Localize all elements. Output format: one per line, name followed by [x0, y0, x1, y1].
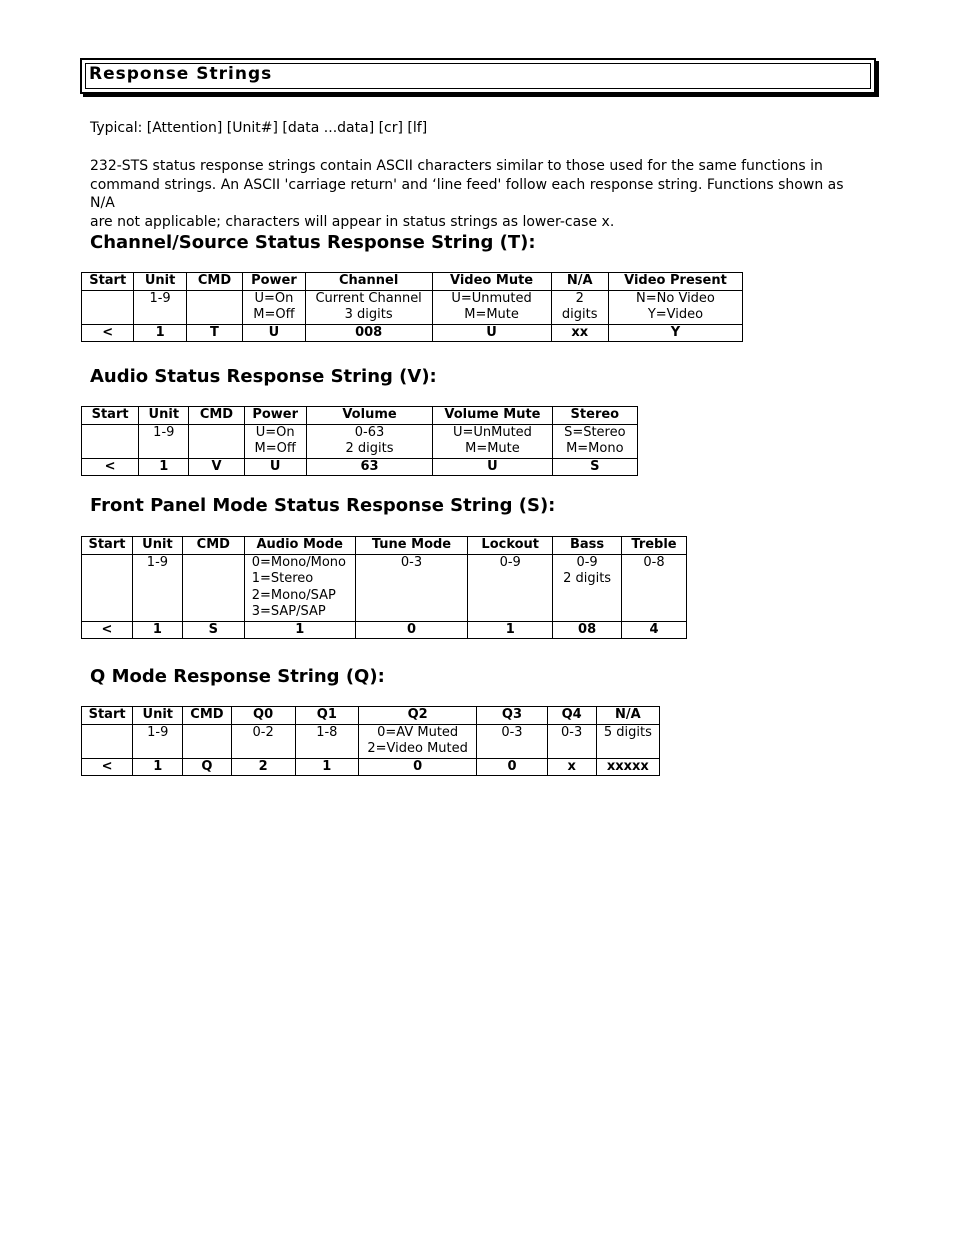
column-header: Power: [244, 407, 306, 425]
column-header: CMD: [183, 707, 231, 725]
column-header: Volume Mute: [433, 407, 552, 425]
column-header: Q3: [477, 707, 547, 725]
table-cell: 0-8: [622, 554, 687, 621]
column-header: Start: [82, 537, 133, 555]
example-cell: 4: [622, 621, 687, 639]
response-table-q: [81, 706, 660, 776]
example-cell: U: [433, 458, 552, 476]
column-header: Bass: [553, 537, 622, 555]
table-cell: U=UnMuted M=Mute: [433, 424, 552, 458]
example-cell: x: [547, 758, 596, 776]
table-cell: 1-9: [139, 424, 189, 458]
example-cell: 008: [305, 324, 432, 342]
table-header-row: [82, 707, 660, 725]
table-example-row: [82, 324, 743, 342]
intro-line: are not applicable; characters will appear in status strings as lower-case x.: [90, 213, 615, 230]
column-header: Unit: [134, 273, 186, 291]
example-cell: 08: [553, 621, 622, 639]
table-cell: U=Unmuted M=Mute: [432, 290, 551, 324]
example-cell: 1: [139, 458, 189, 476]
section-heading-s: Front Panel Mode Status Response String (S):: [90, 495, 556, 516]
column-header: Unit: [132, 537, 182, 555]
table-cell: 0=Mono/Mono 1=Stereo 2=Mono/SAP 3=SAP/SAP: [244, 554, 355, 621]
table-cell: [82, 554, 133, 621]
column-header: Start: [82, 407, 139, 425]
example-cell: 63: [306, 458, 432, 476]
intro-paragraph: [90, 157, 870, 231]
table-cell: 1-9: [133, 724, 183, 758]
column-header: Treble: [622, 537, 687, 555]
example-cell: U: [244, 458, 306, 476]
column-header: Video Mute: [432, 273, 551, 291]
table-cell: 0-63 2 digits: [306, 424, 432, 458]
table-cell: [82, 290, 134, 324]
column-header: Start: [82, 273, 134, 291]
column-header: Unit: [139, 407, 189, 425]
example-cell: 0: [477, 758, 547, 776]
column-header: Q1: [295, 707, 358, 725]
table-header-row: [82, 273, 743, 291]
example-cell: <: [82, 758, 133, 776]
section-heading-t: Channel/Source Status Response String (T):: [90, 232, 536, 253]
example-cell: 2: [231, 758, 295, 776]
table-description-row: [82, 290, 743, 324]
response-table-s: [81, 536, 687, 639]
example-cell: V: [189, 458, 244, 476]
section-heading-q: Q Mode Response String (Q):: [90, 666, 385, 687]
table-cell: [82, 424, 139, 458]
table-cell: N=No Video Y=Video: [608, 290, 742, 324]
table-cell: U=On M=Off: [244, 424, 306, 458]
intro-line: 232-STS status response strings contain ASCII characters similar to those used for the same functions in: [90, 158, 823, 174]
column-header: Power: [243, 273, 305, 291]
table-cell: 1-9: [132, 554, 182, 621]
table-cell: 1-9: [134, 290, 186, 324]
column-header: Stereo: [552, 407, 637, 425]
table-cell: 0-9: [468, 554, 553, 621]
column-header: Tune Mode: [355, 537, 468, 555]
column-header: Video Present: [608, 273, 742, 291]
example-cell: <: [82, 458, 139, 476]
table-cell: 0-3: [547, 724, 596, 758]
example-cell: 0: [358, 758, 476, 776]
example-cell: Y: [608, 324, 742, 342]
example-cell: 1: [133, 758, 183, 776]
column-header: Q2: [358, 707, 476, 725]
example-cell: Q: [183, 758, 231, 776]
section-banner: [80, 58, 876, 94]
column-header: Lockout: [468, 537, 553, 555]
table-cell: [186, 290, 242, 324]
example-cell: 1: [244, 621, 355, 639]
banner-title: Response Strings: [89, 64, 273, 84]
table-example-row: [82, 758, 660, 776]
table-example-row: [82, 621, 687, 639]
example-cell: xxxxx: [596, 758, 659, 776]
column-header: N/A: [596, 707, 659, 725]
table-description-row: [82, 724, 660, 758]
response-table-v: [81, 406, 638, 476]
response-table-t: [81, 272, 743, 342]
table-header-row: [82, 537, 687, 555]
table-cell: 0-3: [355, 554, 468, 621]
example-cell: 1: [134, 324, 186, 342]
example-cell: 1: [468, 621, 553, 639]
example-cell: S: [552, 458, 637, 476]
example-cell: 1: [295, 758, 358, 776]
table-cell: 1-8: [295, 724, 358, 758]
column-header: Start: [82, 707, 133, 725]
column-header: CMD: [189, 407, 244, 425]
intro-line: command strings. An ASCII 'carriage return' and ‘line feed' follow each response string. Functions shown as N/A: [90, 176, 844, 211]
column-header: Q0: [231, 707, 295, 725]
column-header: Channel: [305, 273, 432, 291]
table-cell: [82, 724, 133, 758]
table-cell: U=On M=Off: [243, 290, 305, 324]
column-header: Volume: [306, 407, 432, 425]
example-cell: U: [243, 324, 305, 342]
table-cell: 0=AV Muted 2=Video Muted: [358, 724, 476, 758]
table-cell: [189, 424, 244, 458]
table-cell: 0-2: [231, 724, 295, 758]
table-cell: 0-9 2 digits: [553, 554, 622, 621]
example-cell: <: [82, 324, 134, 342]
table-cell: S=Stereo M=Mono: [552, 424, 637, 458]
example-cell: xx: [551, 324, 608, 342]
table-cell: Current Channel 3 digits: [305, 290, 432, 324]
table-cell: [182, 554, 244, 621]
table-cell: 2 digits: [551, 290, 608, 324]
example-cell: T: [186, 324, 242, 342]
example-cell: U: [432, 324, 551, 342]
column-header: CMD: [182, 537, 244, 555]
table-cell: [183, 724, 231, 758]
table-example-row: [82, 458, 638, 476]
table-description-row: [82, 424, 638, 458]
column-header: Q4: [547, 707, 596, 725]
example-cell: S: [182, 621, 244, 639]
table-header-row: [82, 407, 638, 425]
table-description-row: [82, 554, 687, 621]
section-heading-v: Audio Status Response String (V):: [90, 366, 437, 387]
column-header: Audio Mode: [244, 537, 355, 555]
example-cell: <: [82, 621, 133, 639]
column-header: CMD: [186, 273, 242, 291]
column-header: Unit: [133, 707, 183, 725]
column-header: N/A: [551, 273, 608, 291]
example-cell: 1: [132, 621, 182, 639]
example-cell: 0: [355, 621, 468, 639]
table-cell: 5 digits: [596, 724, 659, 758]
typical-format-text: Typical: [Attention] [Unit#] [data ...data] [cr] [lf]: [90, 120, 428, 136]
table-cell: 0-3: [477, 724, 547, 758]
